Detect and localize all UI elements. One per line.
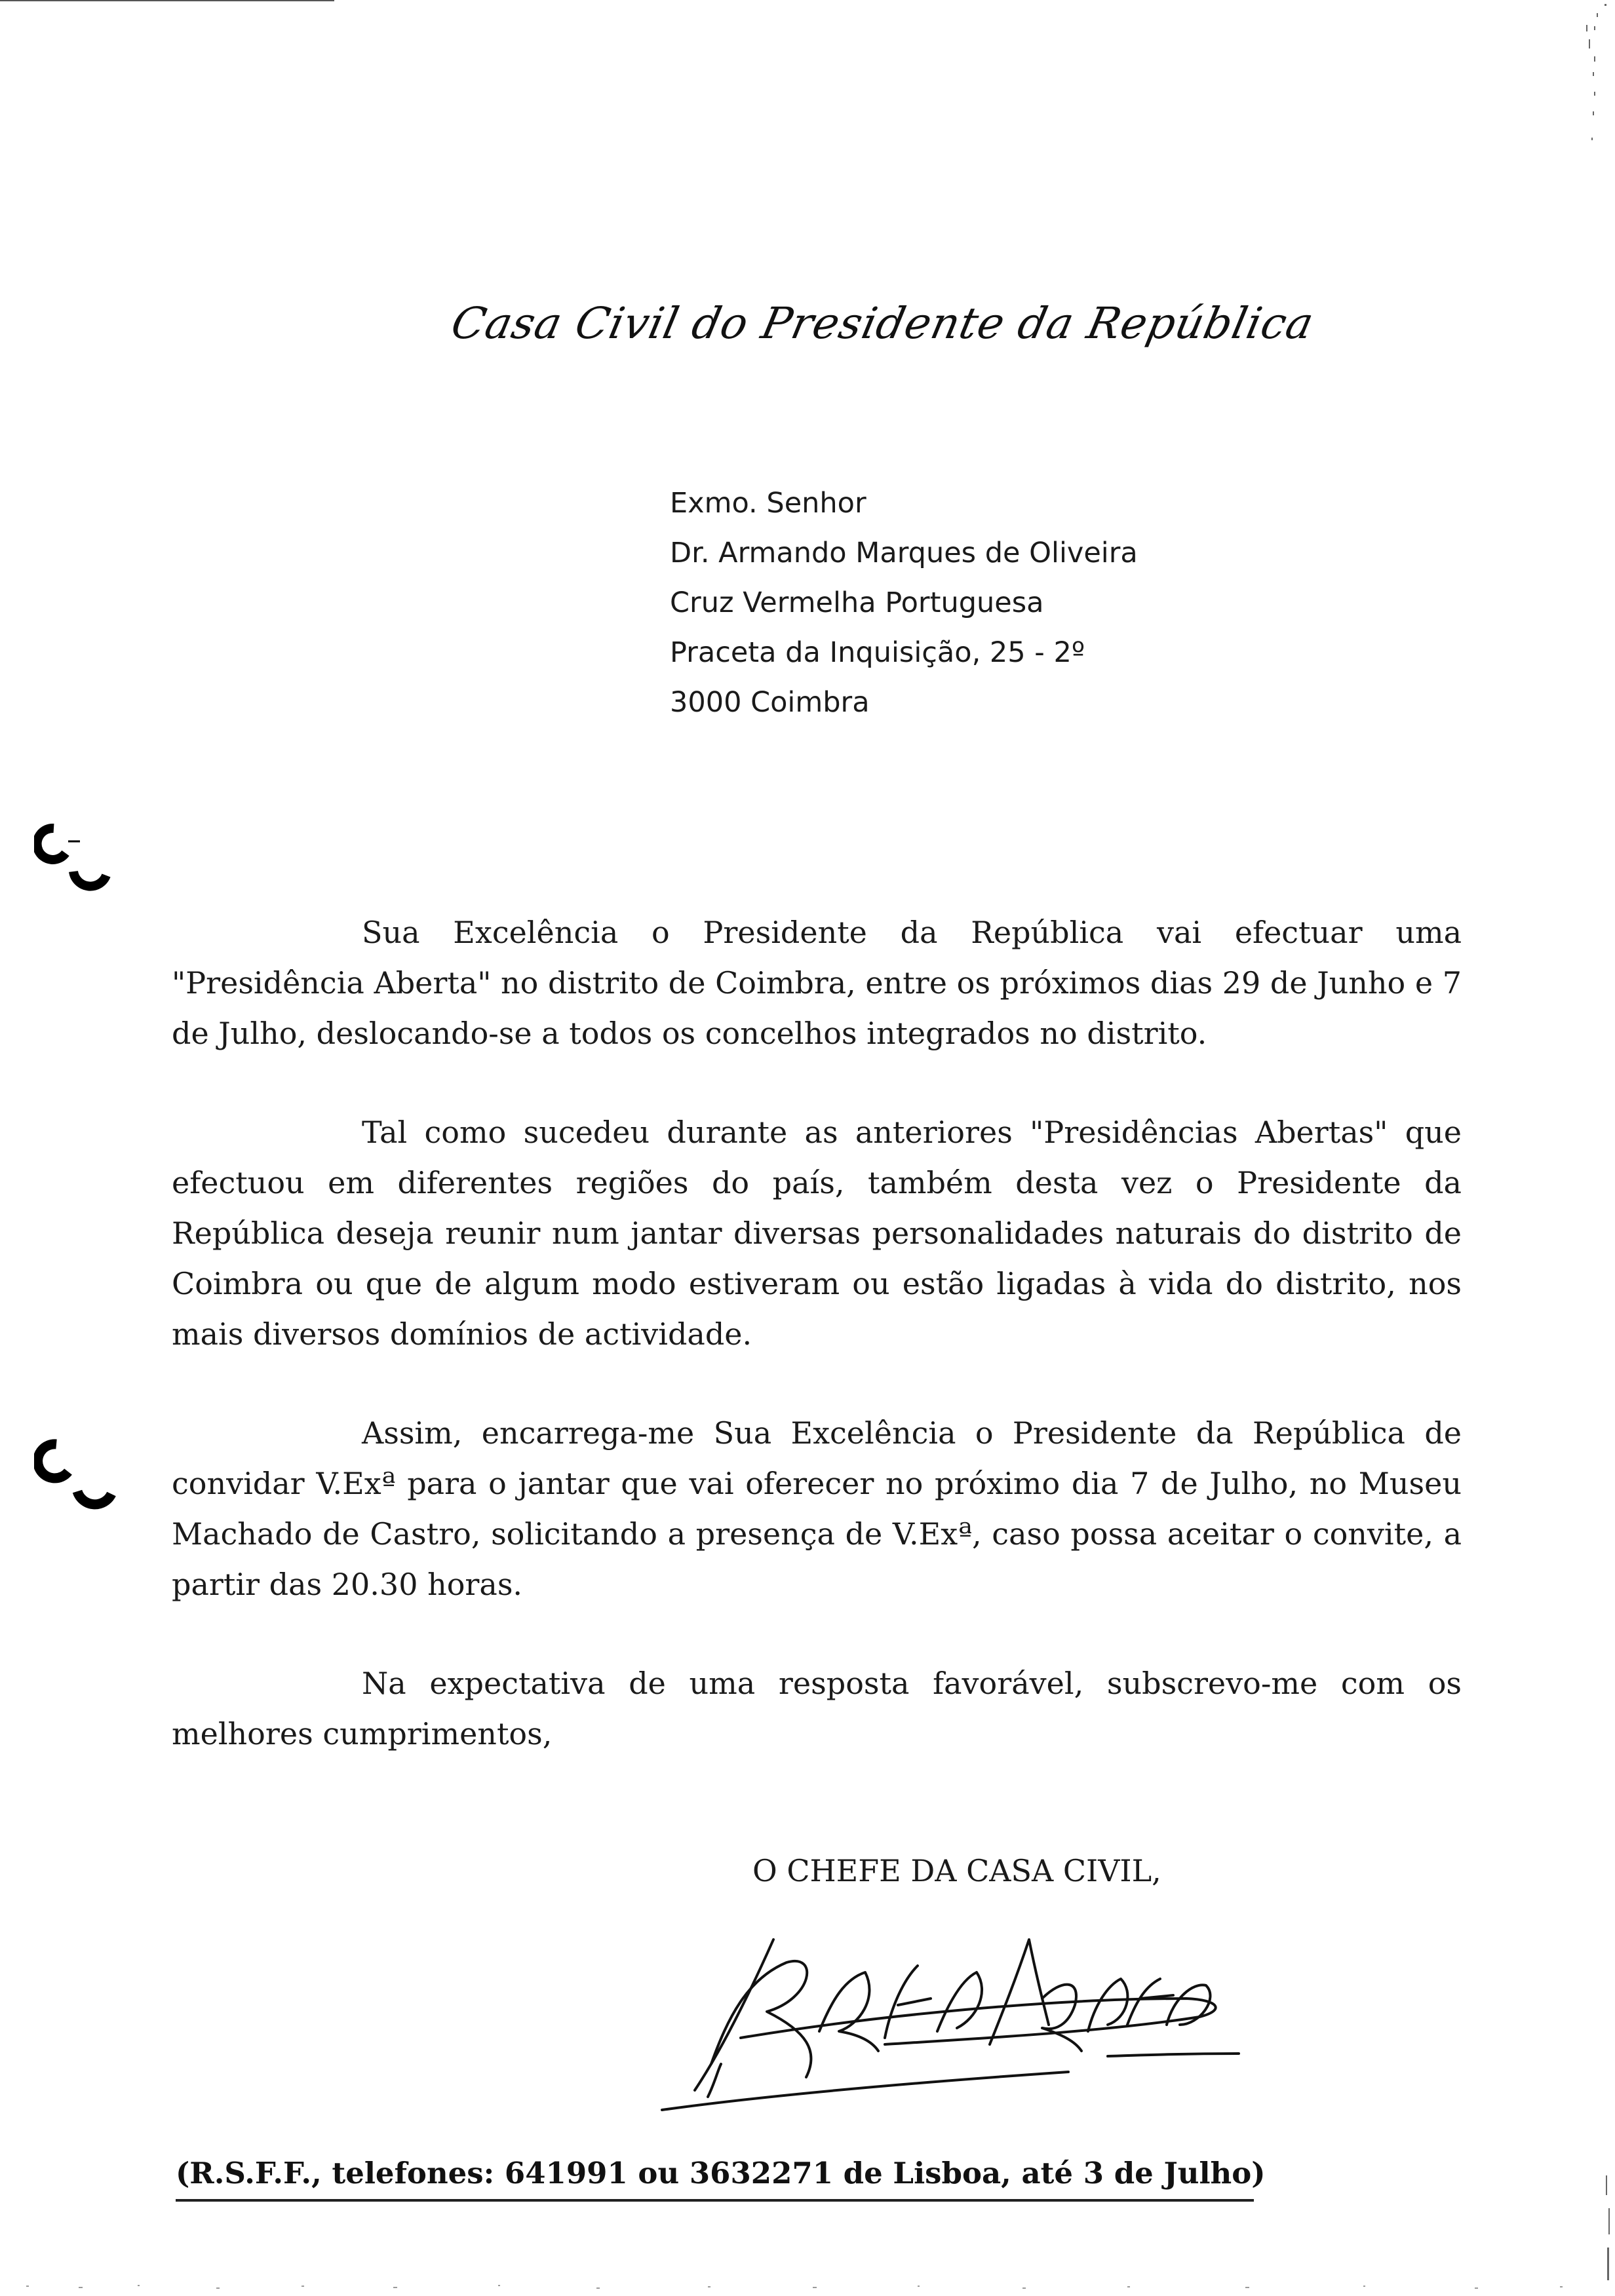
footer-rsvp: (R.S.F.F., telefones: 641991 ou 3632271 de Lisboa, até 3 de Julho) xyxy=(176,2156,1266,2191)
recipient-name: Dr. Armando Marques de Oliveira xyxy=(670,537,1138,569)
body-paragraph: Tal como sucedeu durante as anteriores "Presidências Abertas" que efectuou em diferentes regiões do país, também desta vez o Presidente da República deseja reunir num jantar diversas personalidades naturais do distrito de Coimbra ou que de algum modo estiveram ou estão ligadas à vida do distrito, nos mais diversos domínios de actividade. xyxy=(172,1115,1462,1352)
top-edge-rule xyxy=(0,0,334,1)
scan-edge-marks xyxy=(1578,0,1615,2296)
punch-hole-icon xyxy=(34,1428,132,1527)
letter-body xyxy=(172,908,1462,1808)
recipient-address xyxy=(670,478,1138,727)
recipient-city: 3000 Coimbra xyxy=(670,686,870,719)
scan-bottom-noise xyxy=(0,2279,1615,2296)
letterhead: Casa Civil do Presidente da República xyxy=(446,298,1319,349)
body-paragraph: Sua Excelência o Presidente da República vai efectuar uma "Presidência Aberta" no distrito de Coimbra, entre os próximos dias 29 de Junho e 7 de Julho, deslocando-se a todos os concelhos integrados no distrito. xyxy=(172,915,1462,1051)
handwritten-signature xyxy=(649,1900,1278,2116)
footer-underline xyxy=(176,2199,1254,2202)
recipient-salutation: Exmo. Senhor xyxy=(670,487,866,520)
recipient-organization: Cruz Vermelha Portuguesa xyxy=(670,586,1044,619)
punch-hole-icon xyxy=(34,814,126,906)
body-paragraph: Assim, encarrega-me Sua Excelência o Presidente da República de convidar V.Exª para o jantar que vai oferecer no próximo dia 7 de Julho, no Museu Machado de Castro, solicitando a presença de V.Exª, caso possa aceitar o convite, a partir das 20.30 horas. xyxy=(172,1415,1462,1602)
body-paragraph: Na expectativa de uma resposta favorável, subscrevo-me com os melhores cumprimentos, xyxy=(172,1666,1462,1751)
closing-title: O CHEFE DA CASA CIVIL, xyxy=(752,1853,1161,1888)
recipient-street: Praceta da Inquisição, 25 - 2º xyxy=(670,636,1085,669)
